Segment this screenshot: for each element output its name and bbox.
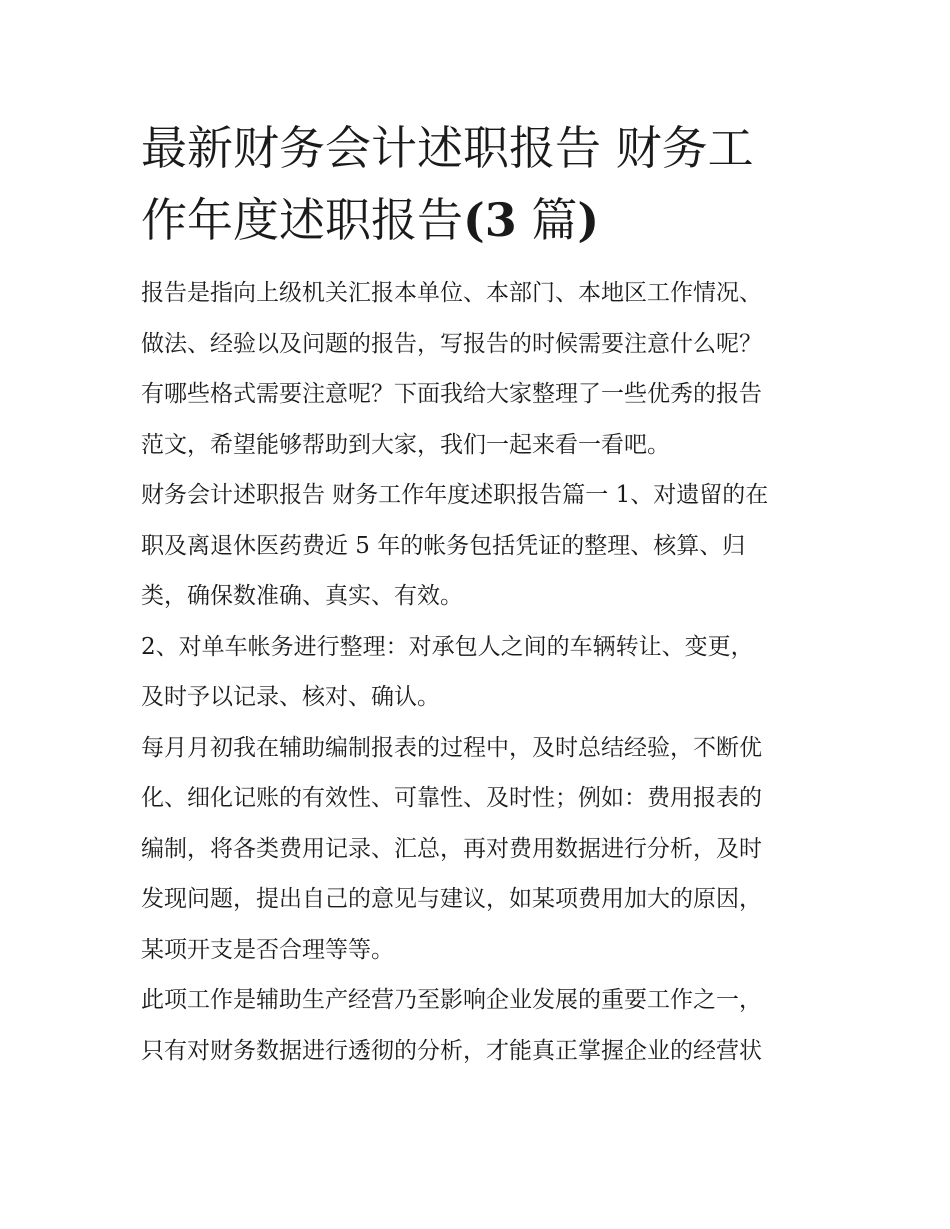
text-line: 财务会计述职报告 财务工作年度述职报告篇一 1、对遗留的在 — [141, 482, 769, 508]
document-title — [141, 112, 821, 256]
paragraph-item-2 — [141, 622, 821, 723]
text-line: 此项工作是辅助生产经营乃至影响企业发展的重要工作之一， — [141, 987, 762, 1013]
text-line: 范文，希望能够帮助到大家，我们一起来看一看吧。 — [141, 431, 670, 458]
text-line: 每月月初我在辅助编制报表的过程中，及时总结经验，不断优 — [141, 734, 762, 761]
text-line: 职及离退休医药费近 5 年的帐务包括凭证的整理、核算、归 — [141, 532, 746, 559]
paragraph-analysis — [141, 975, 821, 1076]
text-line: 2、对单车帐务进行整理：对承包人之间的车辆转让、变更， — [141, 633, 754, 660]
paragraph-item-1 — [141, 470, 821, 622]
title-line-2: 作年度述职报告(3 篇) — [141, 193, 600, 247]
text-line: 只有对财务数据进行透彻的分析，才能真正掌握企业的经营状 — [141, 1037, 762, 1064]
text-line: 发现问题，提出自己的意见与建议，如某项费用加大的原因， — [141, 886, 762, 912]
text-line: 报告是指向上级机关汇报本单位、本部门、本地区工作情况、 — [141, 280, 762, 306]
text-line: 化、细化记账的有效性、可靠性、及时性；例如：费用报表的 — [141, 785, 762, 811]
text-line: 编制，将各类费用记录、汇总，再对费用数据进行分析，及时 — [141, 835, 762, 862]
text-line: 类，确保数准确、真实、有效。 — [141, 583, 463, 609]
text-line: 有哪些格式需要注意呢？下面我给大家整理了一些优秀的报告 — [141, 381, 762, 407]
text-line: 做法、经验以及问题的报告，写报告的时候需要注意什么呢？ — [141, 330, 762, 357]
paragraph-intro — [141, 268, 821, 470]
text-line: 某项开支是否合理等等。 — [141, 936, 394, 963]
document-content — [141, 112, 821, 1076]
title-line-1: 最新财务会计述职报告 财务工 — [141, 121, 754, 175]
paragraph-monthly-report — [141, 723, 821, 976]
text-line: 及时予以记录、核对、确认。 — [141, 684, 440, 710]
